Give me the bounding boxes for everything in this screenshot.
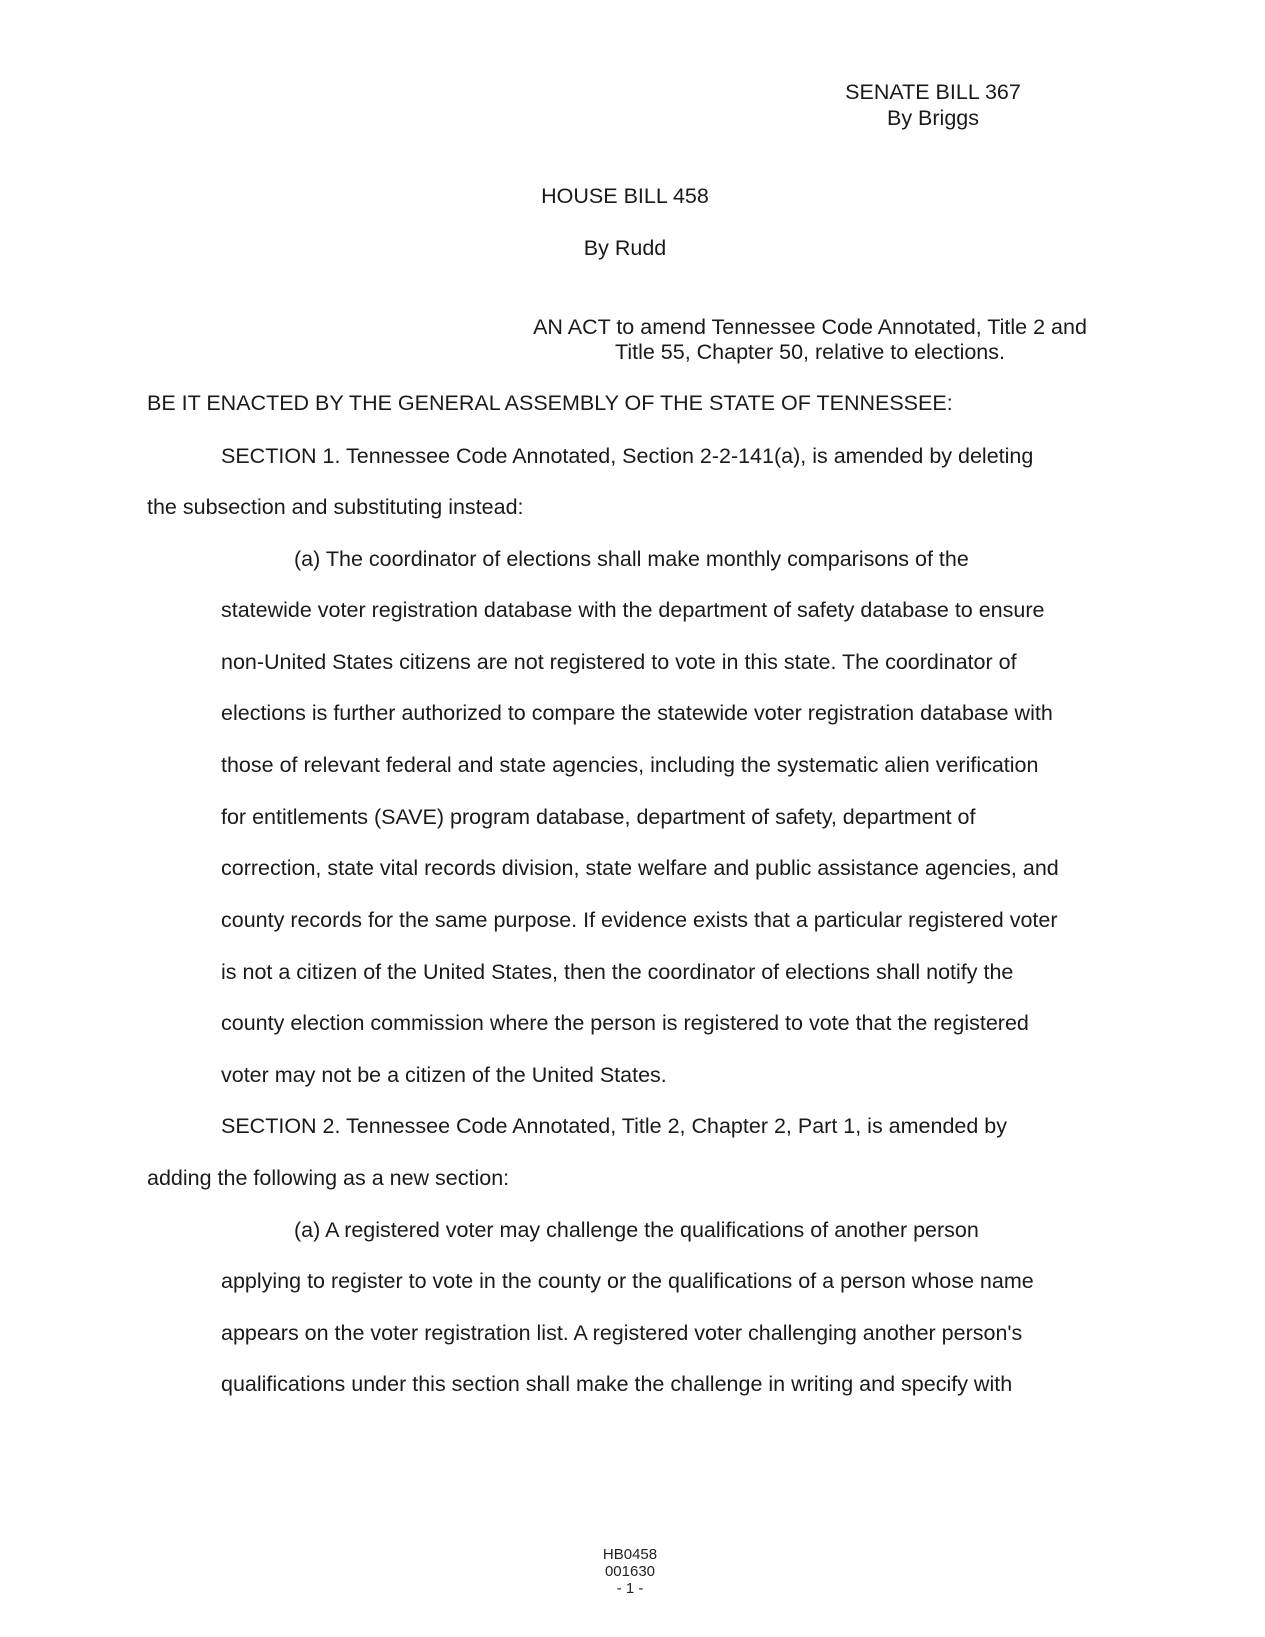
body-line: non-United States citizens are not registered to vote in this state. The coordinator of [221,650,1017,674]
house-sponsor: By Rudd [583,236,667,260]
body-line: correction, state vital records division, state welfare and public assistance agencies, and [221,856,1059,880]
body-line: the subsection and substituting instead: [147,495,524,519]
subsection-a-line: (a) A registered voter may challenge the qualifications of another person [294,1218,979,1242]
body-line: county records for the same purpose. If evidence exists that a particular registered voter [221,908,1058,932]
body-line: voter may not be a citizen of the United States. [221,1063,667,1087]
senate-sponsor: By Briggs [886,106,979,130]
house-bill-number: HOUSE BILL 458 [541,184,709,208]
footer-bill-code: HB0458 [602,1546,658,1563]
subsection-a-line: (a) The coordinator of elections shall make monthly comparisons of the [294,547,969,571]
body-line: qualifications under this section shall make the challenge in writing and specify with [221,1372,1013,1396]
enacting-clause: BE IT ENACTED BY THE GENERAL ASSEMBLY OF THE STATE OF TENNESSEE: [147,391,953,415]
senate-bill-number: SENATE BILL 367 [845,80,1021,104]
body-line: county election commission where the person is registered to vote that the registered [221,1011,1029,1035]
footer-draft-number: 001630 [604,1563,656,1580]
section-2-heading-line: SECTION 2. Tennessee Code Annotated, Title 2, Chapter 2, Part 1, is amended by [221,1114,1007,1138]
body-line: appears on the voter registration list. A registered voter challenging another person's [221,1321,1023,1345]
section-1-heading-line: SECTION 1. Tennessee Code Annotated, Section 2-2-141(a), is amended by deleting [221,444,1034,468]
body-line: statewide voter registration database with the department of safety database to ensure [221,598,1045,622]
body-line: elections is further authorized to compare the statewide voter registration database with [221,701,1053,725]
footer-page-number: - 1 - [616,1580,644,1597]
body-line: adding the following as a new section: [147,1166,510,1190]
caption-line-2: Title 55, Chapter 50, relative to elections. [615,340,1005,364]
body-line: those of relevant federal and state agencies, including the systematic alien verification [221,753,1039,777]
caption-line-1: AN ACT to amend Tennessee Code Annotated, Title 2 and [533,315,1087,339]
body-line: for entitlements (SAVE) program database, department of safety, department of [221,805,976,829]
body-line: is not a citizen of the United States, then the coordinator of elections shall notify the [221,960,1014,984]
body-line: applying to register to vote in the county or the qualifications of a person whose name [221,1269,1034,1293]
